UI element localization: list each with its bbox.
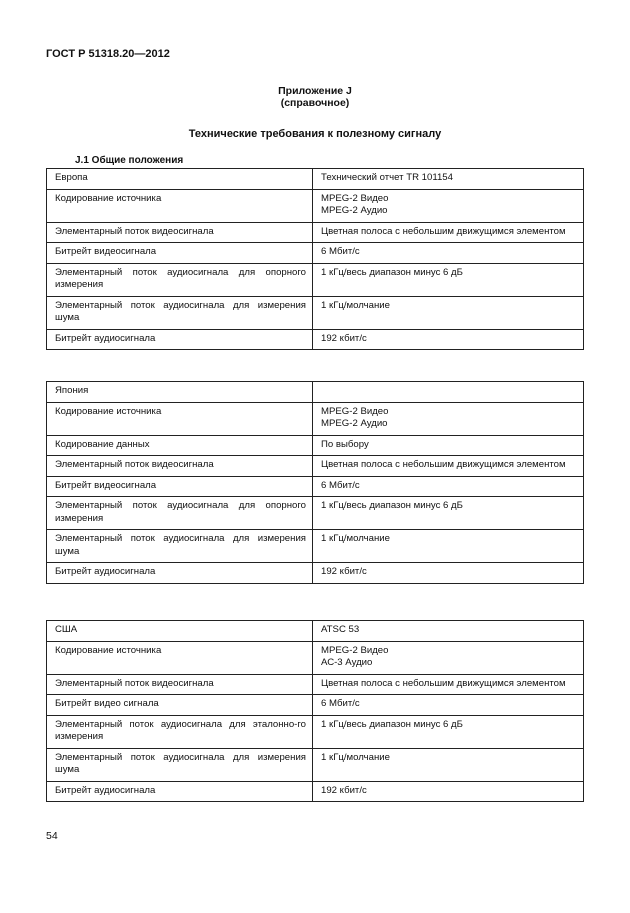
parameter-cell: Кодирование данных [47, 435, 313, 456]
table-row [47, 263, 584, 296]
standard-designation: ГОСТ Р 51318.20—2012 [46, 48, 170, 60]
annex-label: Приложение J [278, 85, 352, 97]
value-cell: По выбору [313, 435, 584, 456]
table-row [47, 715, 584, 748]
table-row [47, 621, 584, 642]
value-cell: 192 кбит/с [313, 563, 584, 584]
value-cell: 1 кГц/весь диапазон минус 6 дБ [313, 263, 584, 296]
table-usa [46, 620, 584, 802]
table-row [47, 169, 584, 190]
value-cell: 1 кГц/весь диапазон минус 6 дБ [313, 715, 584, 748]
annex-title: Технические требования к полезному сигналу [188, 128, 442, 140]
value-cell: 1 кГц/молчание [313, 748, 584, 781]
table-row [47, 674, 584, 695]
value-cell: 6 Мбит/с [313, 695, 584, 716]
parameter-cell: Битрейт аудиосигнала [47, 329, 313, 350]
table-row [47, 695, 584, 716]
value-cell: 6 Мбит/с [313, 476, 584, 497]
table-row [47, 435, 584, 456]
parameter-cell: Элементарный поток аудиосигнала для опорного измерения [47, 263, 313, 296]
parameter-cell: Кодирование источника [47, 402, 313, 435]
table-row [47, 563, 584, 584]
page-number: 54 [46, 830, 58, 842]
value-cell: Технический отчет TR 101154 [313, 169, 584, 190]
table-row [47, 748, 584, 781]
table-row [47, 189, 584, 222]
table-europe [46, 168, 584, 350]
value-cell: 1 кГц/весь диапазон минус 6 дБ [313, 497, 584, 530]
parameter-cell: Элементарный поток видеосигнала [47, 222, 313, 243]
value-cell: Цветная полоса с небольшим движущимся элементом [313, 222, 584, 243]
section-heading: J.1 Общие положения [75, 155, 184, 166]
annex-type: (справочное) [280, 97, 350, 109]
table-row [47, 781, 584, 802]
parameter-cell: Элементарный поток аудиосигнала для измерения шума [47, 296, 313, 329]
table-row [47, 530, 584, 563]
value-cell: 192 кбит/с [313, 329, 584, 350]
parameter-cell: Битрейт видеосигнала [47, 476, 313, 497]
parameter-cell: Элементарный поток аудиосигнала для измерения шума [47, 530, 313, 563]
value-cell: MPEG-2 Видео АС-3 Аудио [313, 641, 584, 674]
parameter-cell: Битрейт видео сигнала [47, 695, 313, 716]
parameter-cell: Битрейт видеосигнала [47, 243, 313, 264]
value-cell: ATSC 53 [313, 621, 584, 642]
parameter-cell: Битрейт аудиосигнала [47, 781, 313, 802]
parameter-cell: Элементарный поток аудиосигнала для эталонно-го измерения [47, 715, 313, 748]
value-cell: 6 Мбит/с [313, 243, 584, 264]
parameter-cell: Элементарный поток аудиосигнала для измерения шума [47, 748, 313, 781]
table-row [47, 476, 584, 497]
value-cell: 192 кбит/с [313, 781, 584, 802]
parameter-cell: Элементарный поток аудиосигнала для опорного измерения [47, 497, 313, 530]
table-japan [46, 381, 584, 584]
value-cell: Цветная полоса с небольшим движущимся элементом [313, 456, 584, 477]
table-row [47, 222, 584, 243]
parameter-cell: Кодирование источника [47, 189, 313, 222]
table-row [47, 456, 584, 477]
parameter-cell: Кодирование источника [47, 641, 313, 674]
value-cell: MPEG-2 Видео MPEG-2 Аудио [313, 189, 584, 222]
table-row [47, 402, 584, 435]
parameter-cell: Битрейт аудиосигнала [47, 563, 313, 584]
table-row [47, 296, 584, 329]
parameter-cell: Япония [47, 382, 313, 403]
parameter-cell: Элементарный поток видеосигнала [47, 456, 313, 477]
value-cell: MPEG-2 Видео MPEG-2 Аудио [313, 402, 584, 435]
table-row [47, 497, 584, 530]
value-cell: 1 кГц/молчание [313, 296, 584, 329]
parameter-cell: США [47, 621, 313, 642]
value-cell: Цветная полоса с небольшим движущимся элементом [313, 674, 584, 695]
table-row [47, 243, 584, 264]
parameter-cell: Европа [47, 169, 313, 190]
table-row [47, 382, 584, 403]
table-row [47, 329, 584, 350]
value-cell [313, 382, 584, 403]
parameter-cell: Элементарный поток видеосигнала [47, 674, 313, 695]
table-row [47, 641, 584, 674]
value-cell: 1 кГц/молчание [313, 530, 584, 563]
